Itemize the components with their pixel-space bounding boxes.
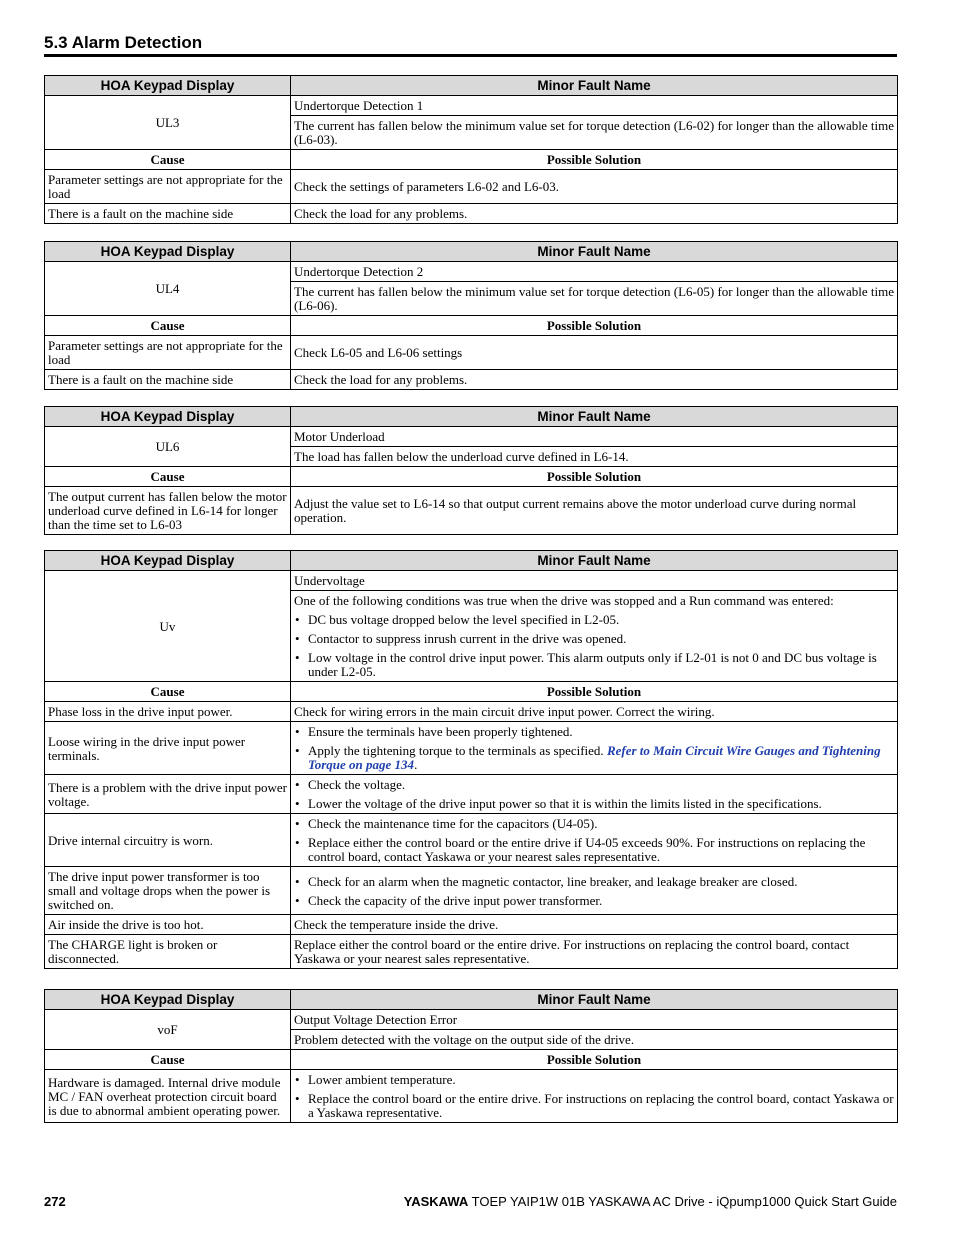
fault-name: Undervoltage xyxy=(291,571,898,591)
section-title: 5.3 Alarm Detection xyxy=(44,33,203,52)
cause-cell: The drive input power transformer is too small and voltage drops when the power is switched on. xyxy=(45,867,291,915)
fault-code: voF xyxy=(45,1010,291,1050)
fault-name: Undertorque Detection 2 xyxy=(291,262,898,282)
display-column-header: HOA Keypad Display xyxy=(45,407,291,427)
list-item: • Lower the voltage of the drive input power so that it is within the limits listed in the specifications. xyxy=(294,797,894,811)
display-column-header: HOA Keypad Display xyxy=(45,551,291,571)
fault-table-ul4 xyxy=(44,241,898,390)
list-item: • Contactor to suppress inrush current in the drive was opened. xyxy=(294,632,894,646)
solution-list xyxy=(294,725,894,772)
solution-cell: Check L6-05 and L6-06 settings xyxy=(291,336,898,370)
table-header-row xyxy=(45,551,898,571)
cause-header-row xyxy=(45,150,898,170)
fault-table-vof xyxy=(44,989,898,1123)
cause-column-header: Cause xyxy=(45,150,291,170)
table-header-row xyxy=(45,76,898,96)
cause-header-row xyxy=(45,467,898,487)
footer-doc-title xyxy=(404,1194,897,1209)
table-row xyxy=(45,702,898,722)
cause-header-row xyxy=(45,1050,898,1070)
fault-code: UL6 xyxy=(45,427,291,467)
table-header-row xyxy=(45,242,898,262)
fault-name: Undertorque Detection 1 xyxy=(291,96,898,116)
solution-column-header: Possible Solution xyxy=(291,467,898,487)
fault-table-ul6 xyxy=(44,406,898,535)
table-row xyxy=(45,722,898,775)
table-row xyxy=(45,262,898,282)
table-header-row xyxy=(45,990,898,1010)
list-item: • DC bus voltage dropped below the level specified in L2-05. xyxy=(294,613,894,627)
cause-cell: Phase loss in the drive input power. xyxy=(45,702,291,722)
table-row xyxy=(45,775,898,814)
fault-table-ul3 xyxy=(44,75,898,224)
solution-cell: Check the load for any problems. xyxy=(291,370,898,390)
display-column-header: HOA Keypad Display xyxy=(45,242,291,262)
solution-cell: Adjust the value set to L6-14 so that output current remains above the motor underload curve during normal operation. xyxy=(291,487,898,535)
list-item: • Replace either the control board or the entire drive if U4-05 exceeds 90%. For instructions on replacing the control board, contact Yaskawa or your nearest sales representative. xyxy=(294,836,894,864)
fault-description: The current has fallen below the minimum value set for torque detection (L6-05) for longer than the allowable time (L6-06). xyxy=(291,282,898,316)
cause-cell: The output current has fallen below the motor underload curve defined in L6-14 for longer than the time set to L6-03 xyxy=(45,487,291,535)
fault-table-uv xyxy=(44,550,898,969)
cause-cell: There is a fault on the machine side xyxy=(45,204,291,224)
cause-cell: Drive internal circuitry is worn. xyxy=(45,814,291,867)
fault-name: Output Voltage Detection Error xyxy=(291,1010,898,1030)
cause-cell: There is a problem with the drive input power voltage. xyxy=(45,775,291,814)
fault-code: UL4 xyxy=(45,262,291,316)
fault-description: Problem detected with the voltage on the output side of the drive. xyxy=(291,1030,898,1050)
fault-code: UL3 xyxy=(45,96,291,150)
table-header-row xyxy=(45,407,898,427)
solution-list xyxy=(294,778,894,811)
solution-cell xyxy=(291,775,898,814)
cause-column-header: Cause xyxy=(45,1050,291,1070)
solution-list xyxy=(294,817,894,864)
cause-column-header: Cause xyxy=(45,316,291,336)
table-row xyxy=(45,935,898,969)
table-row xyxy=(45,336,898,370)
fault-name-column-header: Minor Fault Name xyxy=(291,242,898,262)
fault-name: Motor Underload xyxy=(291,427,898,447)
fault-name-column-header: Minor Fault Name xyxy=(291,990,898,1010)
link-tail: . xyxy=(414,757,418,772)
table-row xyxy=(45,427,898,447)
solution-column-header: Possible Solution xyxy=(291,316,898,336)
solution-cell xyxy=(291,867,898,915)
list-item xyxy=(294,744,894,772)
cause-cell: Parameter settings are not appropriate for the load xyxy=(45,336,291,370)
list-item: • Check the maintenance time for the capacitors (U4-05). xyxy=(294,817,894,831)
description-lead: One of the following conditions was true when the drive was stopped and a Run command was entered: xyxy=(294,593,834,608)
table-row xyxy=(45,370,898,390)
list-item: • Lower ambient temperature. xyxy=(294,1073,894,1087)
solution-cell: Replace either the control board or the entire drive. For instructions on replacing the control board, contact Yaskawa or your nearest sales representative. xyxy=(291,935,898,969)
table-row xyxy=(45,170,898,204)
solution-cell xyxy=(291,1070,898,1123)
condition-list xyxy=(294,613,894,679)
fault-code: Uv xyxy=(45,571,291,682)
list-item: • Check for an alarm when the magnetic contactor, line breaker, and leakage breaker are closed. xyxy=(294,875,894,889)
solution-cell: Check the temperature inside the drive. xyxy=(291,915,898,935)
solution-cell: Check the load for any problems. xyxy=(291,204,898,224)
fault-name-column-header: Minor Fault Name xyxy=(291,551,898,571)
cause-column-header: Cause xyxy=(45,467,291,487)
solution-cell: Check the settings of parameters L6-02 and L6-03. xyxy=(291,170,898,204)
footer-title-text: TOEP YAIP1W 01B YASKAWA AC Drive - iQpump1000 Quick Start Guide xyxy=(471,1194,897,1209)
fault-description: The current has fallen below the minimum value set for torque detection (L6-02) for longer than the allowable time (L6-03). xyxy=(291,116,898,150)
list-item: • Check the capacity of the drive input power transformer. xyxy=(294,894,894,908)
cause-cell: The CHARGE light is broken or disconnected. xyxy=(45,935,291,969)
table-row xyxy=(45,1070,898,1123)
table-row xyxy=(45,915,898,935)
solution-list xyxy=(294,1073,894,1120)
fault-description xyxy=(291,591,898,682)
cause-cell: Loose wiring in the drive input power terminals. xyxy=(45,722,291,775)
list-item: • Replace the control board or the entire drive. For instructions on replacing the control board, contact Yaskawa or a Yaskawa representative. xyxy=(294,1092,894,1120)
solution-cell xyxy=(291,814,898,867)
page-number: 272 xyxy=(44,1194,66,1209)
solution-column-header: Possible Solution xyxy=(291,1050,898,1070)
cause-cell: Parameter settings are not appropriate for the load xyxy=(45,170,291,204)
solution-cell xyxy=(291,722,898,775)
solution-cell: Check for wiring errors in the main circuit drive input power. Correct the wiring. xyxy=(291,702,898,722)
wire-gauge-reference-link[interactable]: Refer to Main Circuit Wire Gauges and Tightening Torque on page 134 xyxy=(308,743,881,772)
table-row xyxy=(45,204,898,224)
cause-header-row xyxy=(45,316,898,336)
table-row xyxy=(45,571,898,591)
fault-name-column-header: Minor Fault Name xyxy=(291,407,898,427)
solution-column-header: Possible Solution xyxy=(291,682,898,702)
table-row xyxy=(45,487,898,535)
table-row xyxy=(45,96,898,116)
list-item: • Ensure the terminals have been properly tightened. xyxy=(294,725,894,739)
solution-column-header: Possible Solution xyxy=(291,150,898,170)
fault-name-column-header: Minor Fault Name xyxy=(291,76,898,96)
cause-cell: Air inside the drive is too hot. xyxy=(45,915,291,935)
list-item: • Low voltage in the control drive input power. This alarm outputs only if L2-01 is not 0 and DC bus voltage is under L2-05. xyxy=(294,651,894,679)
table-row xyxy=(45,1010,898,1030)
cause-column-header: Cause xyxy=(45,682,291,702)
display-column-header: HOA Keypad Display xyxy=(45,76,291,96)
footer-brand: YASKAWA xyxy=(403,1194,469,1209)
list-item: • Check the voltage. xyxy=(294,778,894,792)
table-row xyxy=(45,814,898,867)
fault-description: The load has fallen below the underload curve defined in L6-14. xyxy=(291,447,898,467)
bullet-text: Apply the tightening torque to the terminals as specified. xyxy=(308,743,604,758)
display-column-header: HOA Keypad Display xyxy=(45,990,291,1010)
table-row xyxy=(45,867,898,915)
cause-header-row xyxy=(45,682,898,702)
cause-cell: There is a fault on the machine side xyxy=(45,370,291,390)
solution-list xyxy=(294,875,894,908)
title-rule xyxy=(44,54,897,57)
cause-cell: Hardware is damaged. Internal drive module MC / FAN overheat protection circuit board is due to abnormal ambient operating power. xyxy=(45,1070,291,1123)
